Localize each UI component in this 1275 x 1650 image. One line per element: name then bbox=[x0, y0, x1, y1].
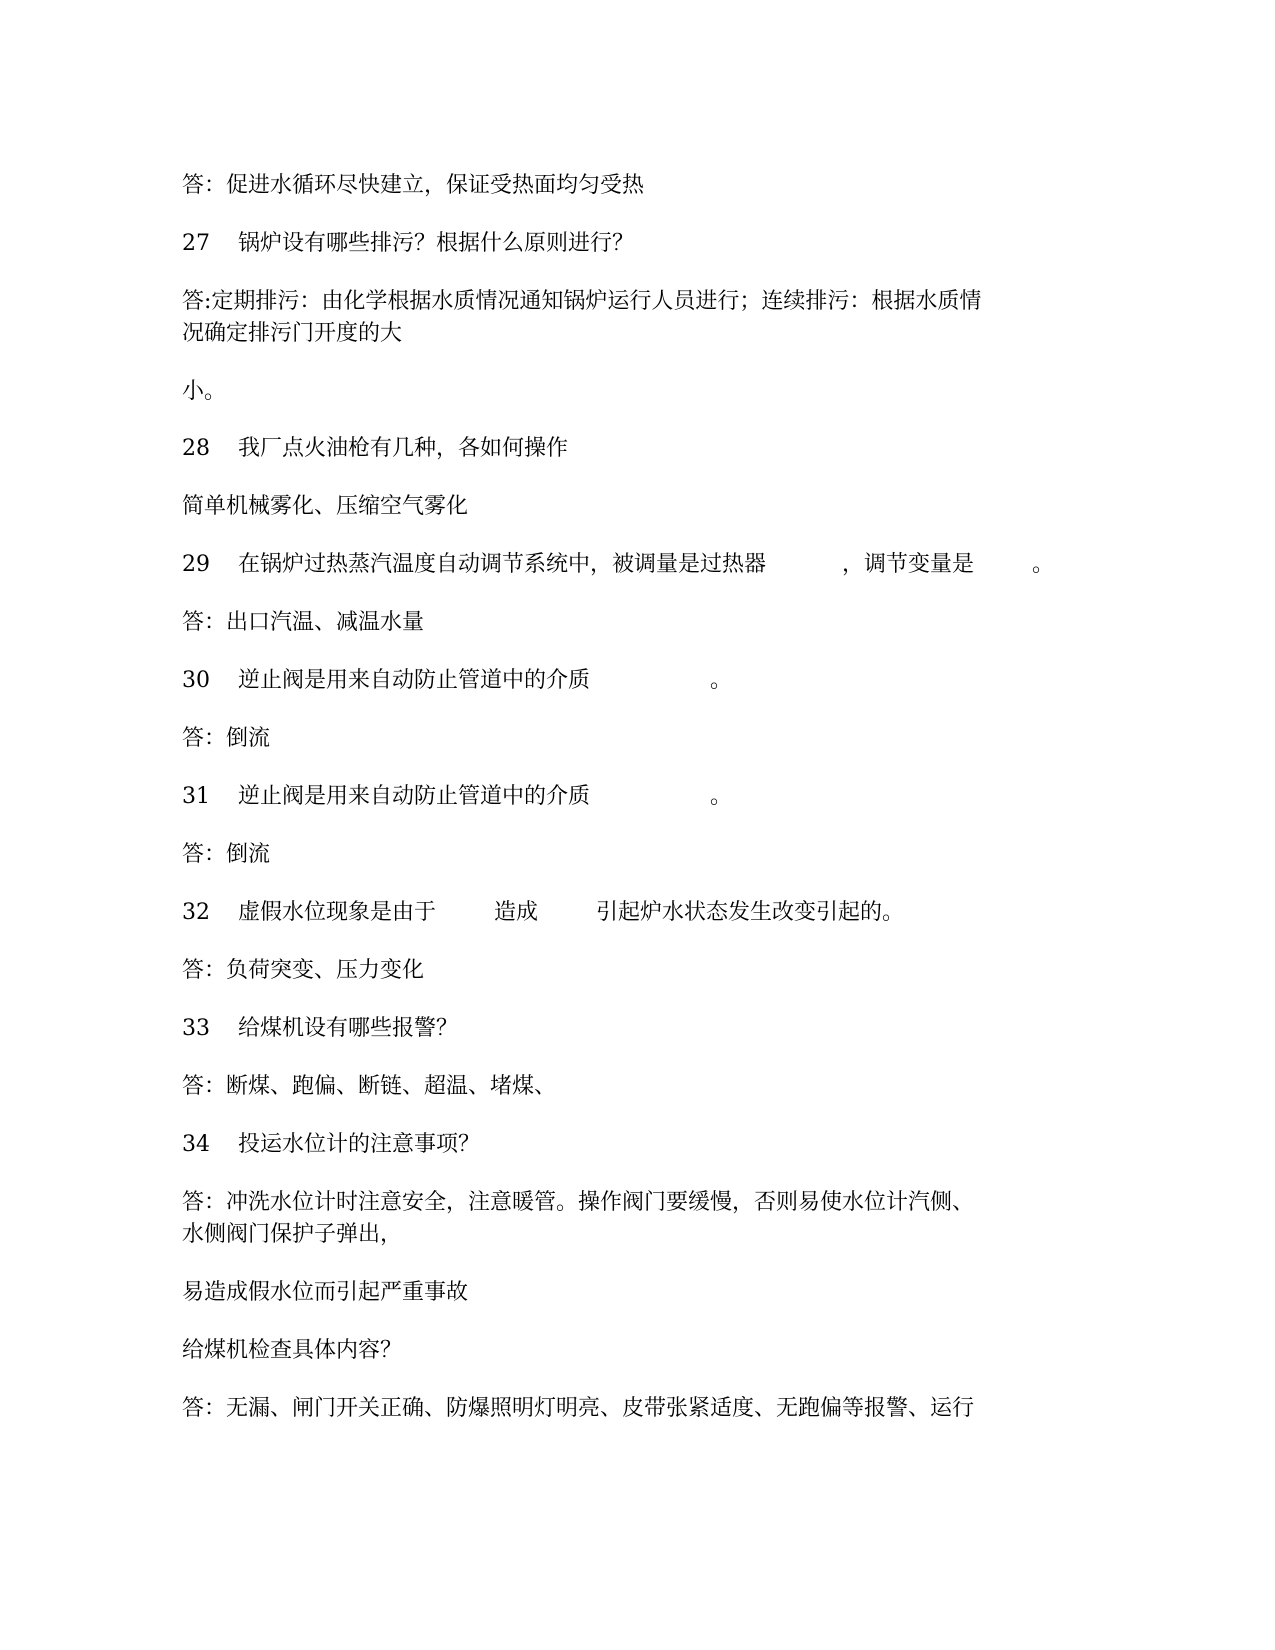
answer-33: 答：断煤、跑偏、断链、超温、堵煤、 bbox=[182, 1074, 557, 1099]
answer-28: 简单机械雾化、压缩空气雾化 bbox=[182, 494, 469, 519]
answer-35: 答：无漏、闸门开关正确、防爆照明灯明亮、皮带张紧适度、无跑偏等报警、运行 bbox=[182, 1396, 975, 1421]
answer-34-line-3: 易造成假水位而引起严重事故 bbox=[182, 1280, 469, 1305]
fill-blank bbox=[766, 570, 842, 571]
answer-32: 答：负荷突变、压力变化 bbox=[182, 958, 425, 983]
answer-29: 答：出口汽温、减温水量 bbox=[182, 610, 425, 635]
question-30-part-2: 。 bbox=[709, 668, 732, 693]
question-27: 27 锅炉设有哪些排污？根据什么原则进行？ bbox=[182, 231, 634, 256]
question-29 bbox=[182, 550, 1054, 580]
question-35: 给煤机检查具体内容？ bbox=[182, 1338, 403, 1363]
answer-34-line-2: 水侧阀门保护子弹出， bbox=[182, 1222, 403, 1247]
question-29-part-2: ，调节变量是 bbox=[841, 552, 974, 577]
fill-blank bbox=[974, 570, 1032, 571]
question-33: 33 给煤机设有哪些报警？ bbox=[182, 1016, 458, 1041]
question-29-part-3: 。 bbox=[1031, 552, 1054, 577]
answer-34-line-1: 答：冲洗水位计时注意安全，注意暖管。操作阀门要缓慢，否则易使水位计汽侧、 bbox=[182, 1190, 975, 1215]
question-32-part-1: 32 虚假水位现象是由于 bbox=[182, 900, 436, 925]
question-34: 34 投运水位计的注意事项？ bbox=[182, 1132, 480, 1157]
question-31 bbox=[182, 782, 732, 812]
question-31-part-1: 31 逆止阀是用来自动防止管道中的介质 bbox=[182, 784, 590, 809]
question-32-part-2: 造成 bbox=[493, 900, 538, 925]
question-30-part-1: 30 逆止阀是用来自动防止管道中的介质 bbox=[182, 668, 590, 693]
fill-blank bbox=[590, 686, 710, 687]
answer-26: 答：促进水循环尽快建立，保证受热面均匀受热 bbox=[182, 173, 645, 198]
question-31-part-2: 。 bbox=[709, 784, 732, 809]
question-32 bbox=[182, 898, 904, 928]
question-30 bbox=[182, 666, 732, 696]
answer-27-line-3: 小。 bbox=[182, 379, 227, 404]
question-29-part-1: 29 在锅炉过热蒸汽温度自动调节系统中，被调量是过热器 bbox=[182, 552, 766, 577]
question-32-part-3: 引起炉水状态发生改变引起的。 bbox=[595, 900, 904, 925]
answer-30: 答：倒流 bbox=[182, 726, 271, 751]
fill-blank bbox=[436, 918, 494, 919]
answer-27-line-2: 况确定排污门开度的大 bbox=[182, 321, 403, 346]
fill-blank bbox=[538, 918, 596, 919]
fill-blank bbox=[590, 802, 710, 803]
question-28: 28 我厂点火油枪有几种，各如何操作 bbox=[182, 436, 568, 461]
answer-27-line-1: 答:定期排污：由化学根据水质情况通知锅炉运行人员进行；连续排污：根据水质情 bbox=[182, 289, 982, 314]
answer-31: 答：倒流 bbox=[182, 842, 271, 867]
